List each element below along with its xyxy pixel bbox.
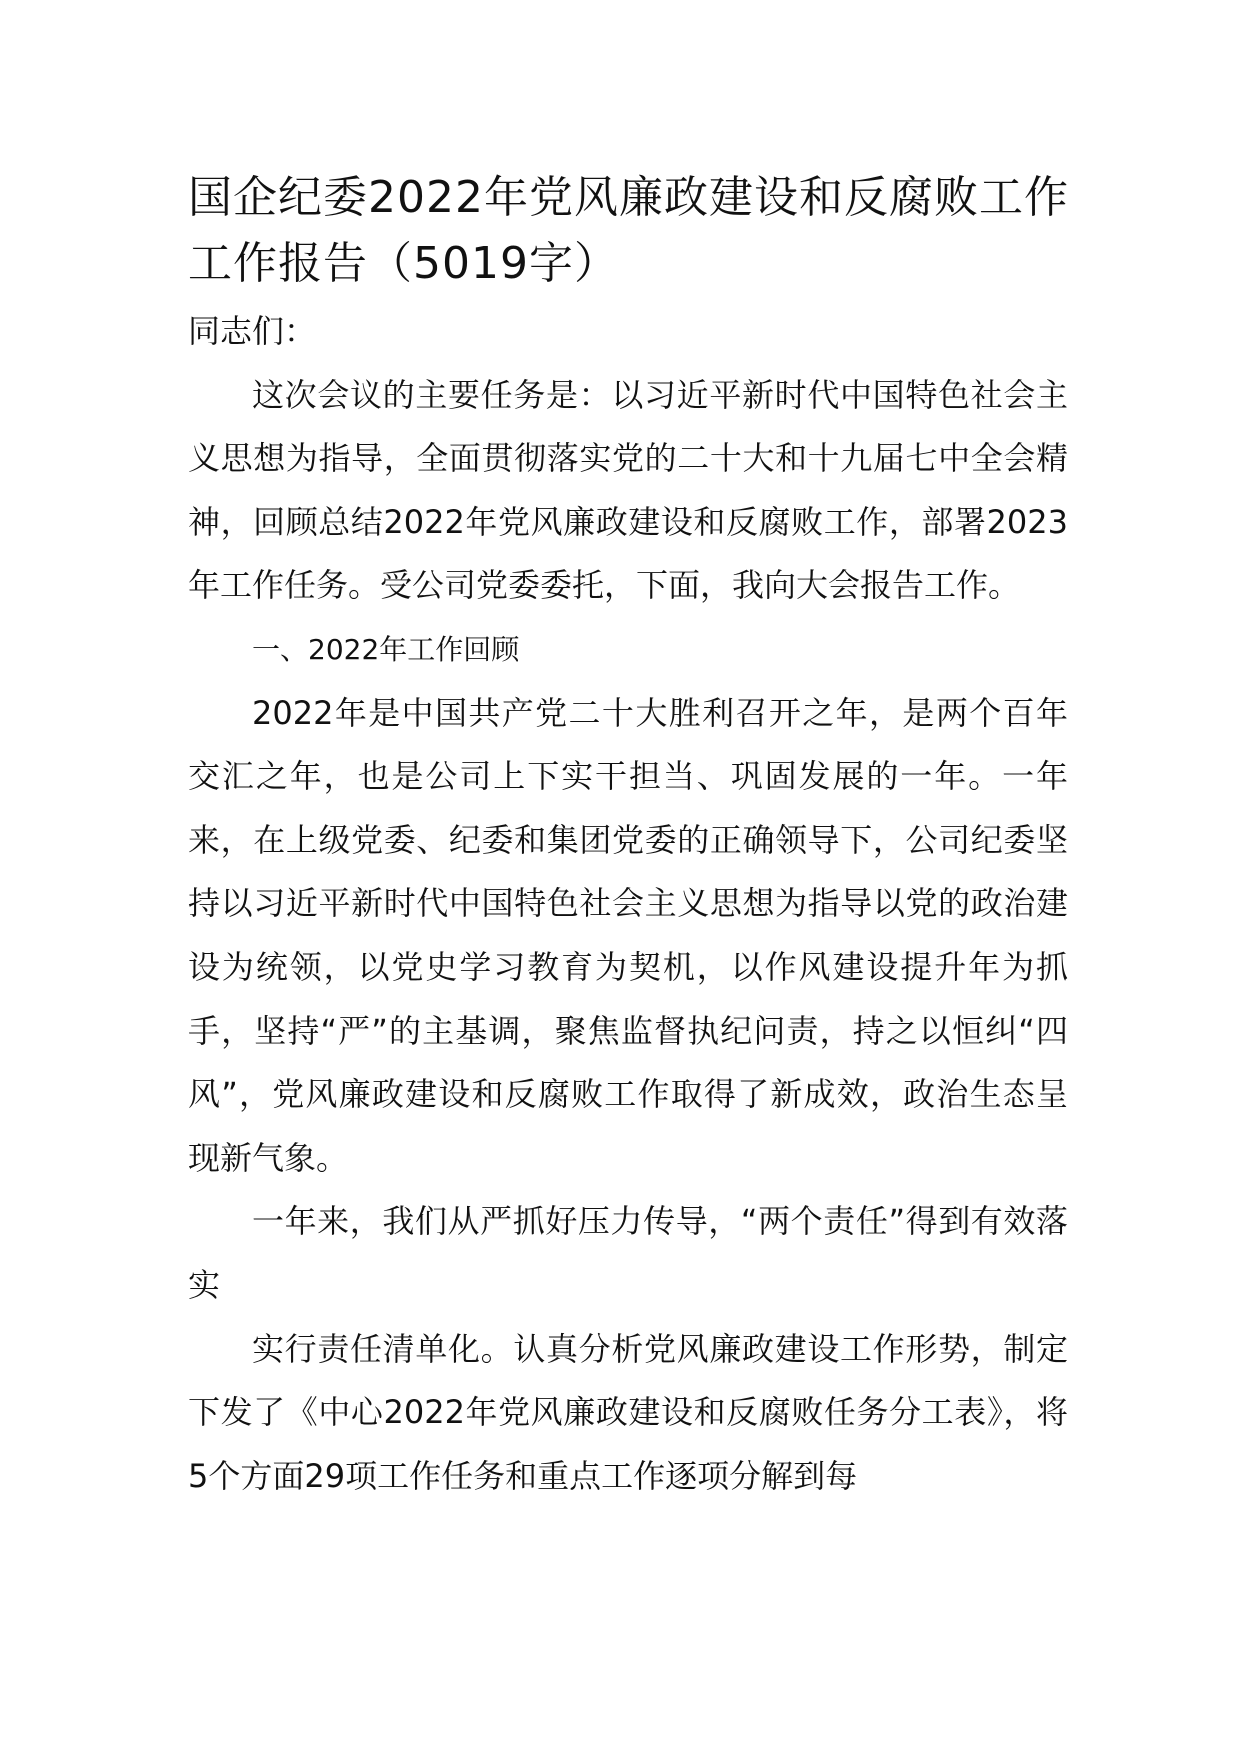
paragraph-responsibility: 一年来，我们从严抓好压力传导，“两个责任”得到有效落实 bbox=[188, 1202, 1068, 1304]
section-heading: 一、2022年工作回顾 bbox=[252, 632, 520, 666]
salutation: 同志们： bbox=[188, 312, 317, 350]
document-title: 国企纪委2022年党风廉政建设和反腐败工作工作报告（5019字） bbox=[188, 172, 1069, 289]
paragraph-intro: 这次会议的主要任务是：以习近平新时代中国特色社会主义思想为指导，全面贯彻落实党的二十大和十九届七中全会精神，回顾总结2022年党风廉政建设和反腐败工作，部署2023年工作任务。受公司党委委托，下面，我向大会报告工作。 bbox=[188, 375, 1068, 605]
paragraph-review: 2022年是中国共产党二十大胜利召开之年，是两个百年交汇之年，也是公司上下实干担当、巩固发展的一年。一年来，在上级党委、纪委和集团党委的正确领导下，公司纪委坚持以习近平新时代中国特色社会主义思想为指导以党的政治建设为统领，以党史学习教育为契机，以作风建设提升年为抓手，坚持“严”的主基调，聚焦监督执纪问责，持之以恒纠“四风”，党风廉政建设和反腐败工作取得了新成效，政治生态呈现新气象。 bbox=[188, 693, 1068, 1177]
document-body bbox=[188, 300, 1068, 1508]
paragraph-checklist: 实行责任清单化。认真分析党风廉政建设工作形势，制定下发了《中心2022年党风廉政建设和反腐败任务分工表》，将5个方面29项工作任务和重点工作逐项分解到每 bbox=[188, 1329, 1068, 1495]
